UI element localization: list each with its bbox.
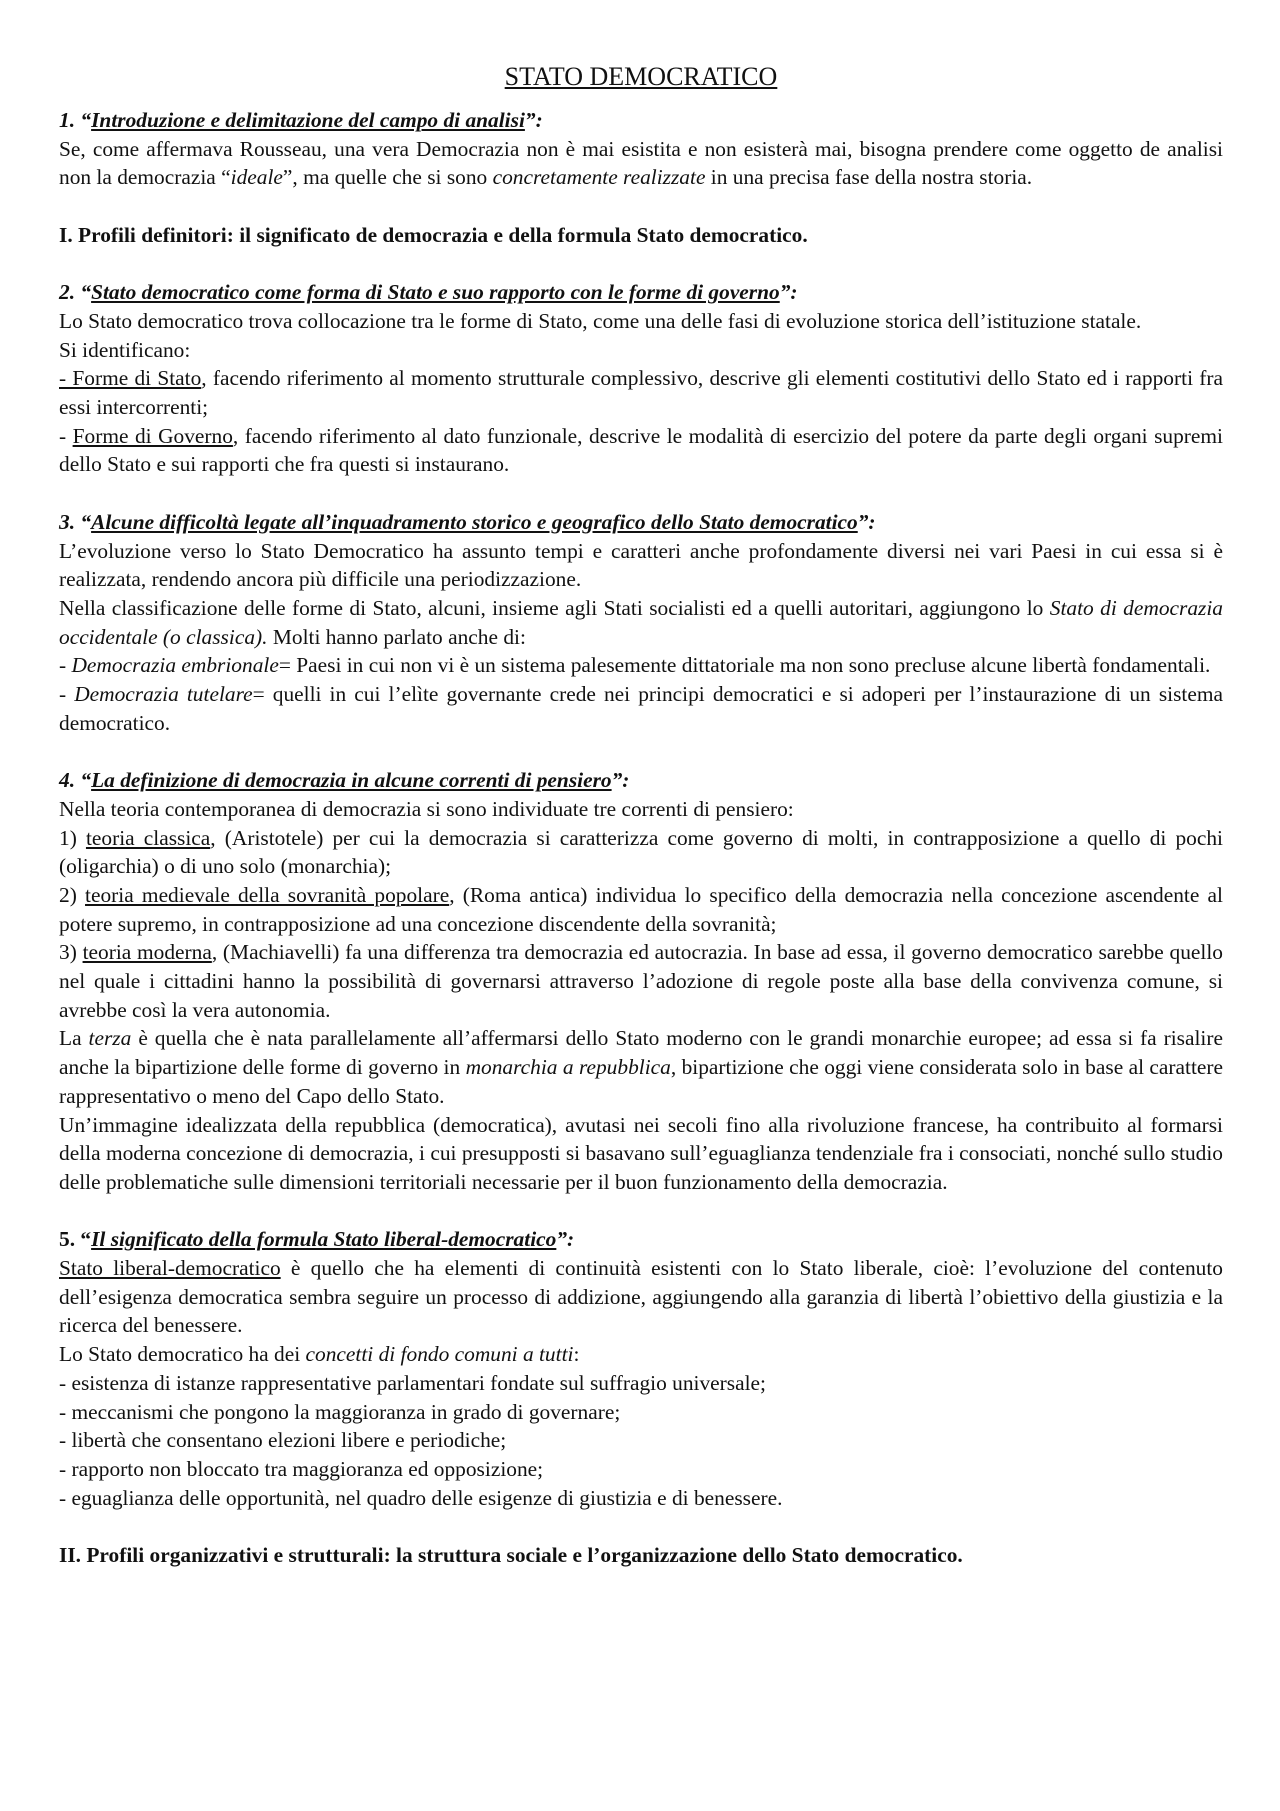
section-5-list-item: - libertà che consentano elezioni libere e periodiche;	[59, 1428, 507, 1453]
document-page	[59, 56, 1223, 1570]
section-3-bullet-2: - Democrazia tutelare= quelli in cui l’elìte governante crede nei principi democratici e si adoperi per l’instaurazione di un sistema democratico.	[59, 682, 1223, 735]
section-5-paragraph-1: Stato liberal-democratico è quello che ha elementi di continuità esistenti con lo Stato liberale, cioè: l’evoluzione del contenuto dell’esigenza democratica sembra seguire un processo di addizione, aggiungendo alla garanzia di libertà l’obiettivo della giustizia e la ricerca del benessere.	[59, 1256, 1223, 1338]
section-5-list-item: - eguaglianza delle opportunità, nel quadro delle esigenze di giustizia e di benessere.	[59, 1485, 783, 1510]
section-5-list-item: - rapporto non bloccato tra maggioranza ed opposizione;	[59, 1456, 544, 1481]
part-1-heading: I. Profili definitori: il significato de democrazia e della formula Stato democratico.	[59, 222, 808, 247]
section-4-paragraph-3: Un’immagine idealizzata della repubblica (democratica), avutasi nei secoli fino alla rivoluzione francese, ha contribuito al formarsi della moderna concezione di democrazia, i cui presupposti si basavano sull’eguaglianza tendenziale fra i consociati, nonché sullo studio delle problematiche sulle dimensioni territoriali necessarie per il buon funzionamento della democrazia.	[59, 1112, 1223, 1194]
section-4-paragraph-2: La terza è quella che è nata parallelamente all’affermarsi dello Stato moderno con le grandi monarchie europee; ad essa si fa risalire anche la bipartizione delle forme di governo in monarchia a repubblica, bipartizione che oggi viene considerata solo in base al carattere rappresentativo o meno del Capo dello Stato.	[59, 1026, 1224, 1108]
section-3-paragraph-2: Nella classificazione delle forme di Stato, alcuni, insieme agli Stati socialisti ed a quelli autoritari, aggiungono lo Stato di democrazia occidentale (o classica). Molti hanno parlato anche di:	[59, 595, 1223, 649]
section-3-bullet-1: - Democrazia embrionale= Paesi in cui non vi è un sistema palesemente dittatoriale ma non sono precluse alcune libertà fondamentali.	[59, 653, 1211, 678]
section-2-bullet-1: - Forme di Stato, facendo riferimento al momento strutturale complessivo, descrive gli elementi costitutivi dello Stato ed i rapporti fra essi intercorrenti;	[59, 366, 1223, 419]
section-5-heading: 5. “Il significato della formula Stato liberal-democratico”:	[59, 1227, 575, 1252]
section-2-bullet-2: - Forme di Governo, facendo riferimento al dato funzionale, descrive le modalità di esercizio del potere da parte degli organi supremi dello Stato e sui rapporti che fra questi si instaurano.	[59, 423, 1223, 477]
section-1-paragraph: Se, come affermava Rousseau, una vera Democrazia non è mai esistita e non esisterà mai, bisogna prendere come oggetto de analisi non la democrazia “ideale”, ma quelle che si sono concretamente realizzate in una precisa fase della nostra storia.	[59, 136, 1223, 190]
section-5-list-item: - meccanismi che pongono la maggioranza in grado di governare;	[59, 1399, 621, 1424]
section-1-heading: 1. “Introduzione e delimitazione del campo di analisi”:	[59, 108, 543, 132]
section-2-heading: 2. “Stato democratico come forma di Stato e suo rapporto con le forme di governo”:	[59, 280, 798, 305]
section-3-paragraph-1: L’evoluzione verso lo Stato Democratico ha assunto tempi e caratteri anche profondamente diversi nei vari Paesi in cui essa si è realizzata, rendendo ancora più difficile una periodizzazione.	[59, 538, 1223, 592]
section-2-intro: Si identificano:	[59, 337, 191, 362]
section-5-list-item: - esistenza di istanze rappresentative parlamentari fondate sul suffragio universale;	[59, 1370, 766, 1395]
section-5-paragraph-2: Lo Stato democratico ha dei concetti di fondo comuni a tutti:	[59, 1342, 580, 1367]
section-4-intro: Nella teoria contemporanea di democrazia si sono individuate tre correnti di pensiero:	[59, 796, 794, 821]
section-4-item-2: 2) teoria medievale della sovranità popolare, (Roma antica) individua lo specifico della democrazia nella concezione ascendente al potere supremo, in contrapposizione ad una concezione discendente della sovranità;	[59, 882, 1223, 936]
section-4-heading: 4. “La definizione di democrazia in alcune correnti di pensiero”:	[59, 768, 630, 793]
section-2-paragraph: Lo Stato democratico trova collocazione tra le forme di Stato, come una delle fasi di evoluzione storica dell’istituzione statale.	[59, 308, 1142, 333]
document-title: STATO DEMOCRATICO	[504, 62, 778, 91]
section-4-item-1: 1) teoria classica, (Aristotele) per cui la democrazia si caratterizza come governo di molti, in contrapposizione a quello di pochi (oligarchia) o di uno solo (monarchia);	[59, 825, 1223, 879]
part-2-heading: II. Profili organizzativi e strutturali: la struttura sociale e l’organizzazione dello Stato democratico.	[59, 1543, 963, 1568]
section-4-item-3: 3) teoria moderna, (Machiavelli) fa una differenza tra democrazia ed autocrazia. In base ad essa, il governo democratico sarebbe quello nel quale i cittadini hanno la possibilità di governarsi attraverso l’adozione di regole poste alla base della convivenza comune, si avrebbe così la vera autonomia.	[59, 940, 1223, 1022]
section-3-heading: 3. “Alcune difficoltà legate all’inquadramento storico e geografico dello Stato democratico”:	[59, 509, 876, 534]
